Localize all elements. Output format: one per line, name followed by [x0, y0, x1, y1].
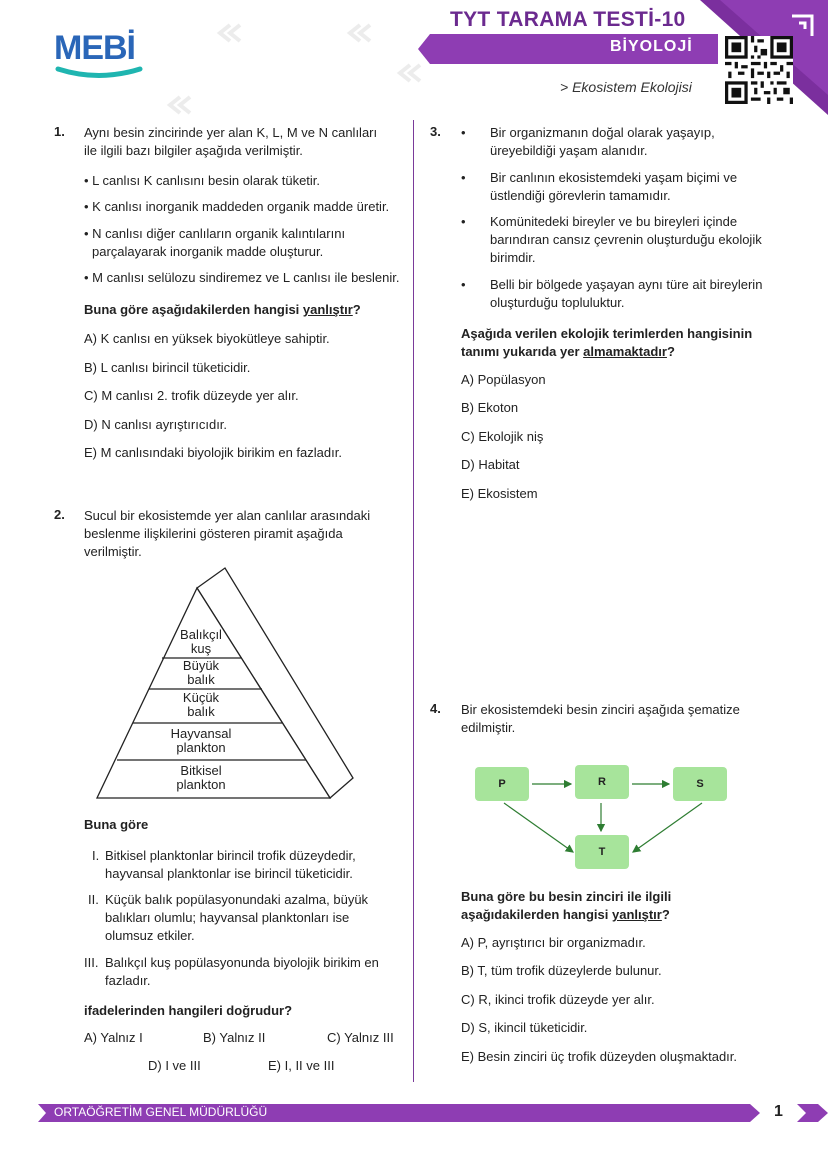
q3-bullet-2 — [490, 169, 737, 205]
pyramid-level-text: Balıkçıl — [180, 627, 222, 642]
q1-bullet: • L canlısı K canlısını besin olarak tüketir. — [84, 173, 321, 188]
q1-question-text: Buna göre aşağıdakilerden hangisi — [84, 302, 303, 317]
q2-statement-line: olumsuz etkiler. — [105, 928, 195, 943]
pyramid-level-text: Bitkisel — [180, 763, 222, 778]
q4-stem-line: edilmiştir. — [461, 720, 516, 735]
q3-bullet-line: Bir organizmanın doğal olarak yaşayıp, — [490, 125, 715, 140]
q2-statement-2 — [105, 891, 368, 945]
bullet-dot: • — [461, 277, 466, 292]
q1-option-a[interactable]: A) K canlısı en yüksek biyokütleye sahiptir. — [84, 331, 330, 346]
q4-question-key: yanlıştır — [612, 907, 662, 922]
q3-bullet-line: birimdir. — [490, 250, 536, 265]
q4-option-d[interactable]: D) S, ikincil tüketicidir. — [461, 1020, 588, 1035]
q4-number: 4. — [430, 701, 441, 716]
pyramid-level-text: Büyük — [182, 658, 220, 673]
q4-stem-line: Bir ekosistemdeki besin zinciri aşağıda şematize — [461, 702, 740, 717]
ecological-pyramid — [95, 566, 355, 800]
q1-bullet: • N canlısı diğer canlıların organik kalıntılarını — [84, 226, 346, 241]
q3-option-c[interactable]: C) Ekolojik niş — [461, 429, 544, 444]
q3-option-a[interactable]: A) Popülasyon — [461, 372, 546, 387]
q2-statement-line: balıkları olumlu; hayvansal planktonları ise — [105, 910, 350, 925]
q2-stem-line: beslenme ilişkilerini gösteren piramit aşağıda — [84, 526, 343, 541]
q1-option-d[interactable]: D) N canlısı ayrıştırıcıdır. — [84, 417, 228, 432]
logo-text: MEBİ — [54, 29, 135, 67]
food-chain-diagram — [470, 760, 740, 875]
q2-statement-line: Bitkisel planktonlar birincil trofik düzeydedir, — [105, 848, 356, 863]
pyramid-level-text: balık — [187, 672, 215, 687]
pyramid-level-text: Küçük — [182, 690, 220, 705]
node-t: T — [575, 835, 629, 869]
page-title: TYT TARAMA TESTİ-10 — [450, 8, 686, 31]
chevron-watermark — [160, 15, 440, 125]
q2-statement-1 — [105, 847, 356, 883]
q3-bullet-line: Komünitedeki bireyler ve bu bireyleri içinde — [490, 214, 738, 229]
q4-question-text: aşağıdakilerden hangisi — [461, 907, 612, 922]
q3-bullet-line: barındıran cansız çevrenin oluşturduğu ekolojik — [490, 232, 762, 247]
q2-statement-line: Balıkçıl kuş popülasyonunda biyolojik birikim en — [105, 955, 379, 970]
q1-option-b[interactable]: B) L canlısı birincil tüketicidir. — [84, 360, 251, 375]
pyramid-level-3 — [161, 691, 241, 719]
q2-statement-3 — [105, 954, 379, 990]
pyramid-level-4 — [151, 727, 251, 755]
node-r: R — [575, 765, 629, 799]
q1-number: 1. — [54, 124, 65, 139]
q1-question-mark: ? — [352, 302, 361, 317]
q2-stem-line: Sucul bir ekosistemde yer alan canlılar arasındaki — [84, 508, 371, 523]
q3-bullet-1 — [490, 124, 715, 160]
q2-option-c[interactable]: C) Yalnız III — [327, 1030, 394, 1045]
pyramid-level-text: plankton — [176, 777, 226, 792]
q1-bullet: • K canlısı inorganik maddeden organik madde üretir. — [84, 199, 390, 214]
q2-option-d[interactable]: D) I ve III — [148, 1058, 201, 1073]
q2-statement-line: fazladır. — [105, 973, 151, 988]
pyramid-level-text: kuş — [190, 641, 212, 656]
q4-option-c[interactable]: C) R, ikinci trofik düzeyde yer alır. — [461, 992, 655, 1007]
q3-bullet-line: Bir canlının ekosistemdeki yaşam biçimi ve — [490, 170, 738, 185]
qr-code[interactable] — [725, 36, 793, 104]
q2-option-a[interactable]: A) Yalnız I — [84, 1030, 143, 1045]
q3-bullet-3 — [490, 213, 762, 267]
q4-option-a[interactable]: A) P, ayrıştırıcı bir organizmadır. — [461, 935, 646, 950]
q2-statement-label: I. — [92, 848, 100, 863]
q4-question-line — [461, 906, 671, 924]
mebi-logo — [54, 30, 144, 80]
q3-option-b[interactable]: B) Ekoton — [461, 400, 519, 415]
q2-number: 2. — [54, 507, 65, 522]
bullet-dot: • — [461, 214, 466, 229]
q3-question-text: tanımı yukarıda yer — [461, 344, 584, 359]
q1-option-e[interactable]: E) M canlısındaki biyolojik birikim en fazladır. — [84, 445, 342, 460]
q3-question-line: Aşağıda verilen ekolojik terimlerden hangisinin — [461, 326, 753, 341]
q3-question — [461, 325, 752, 361]
pyramid-level-text: plankton — [176, 740, 226, 755]
column-divider — [413, 120, 414, 1082]
q4-question — [461, 888, 671, 924]
q1-question-key: yanlıştır — [302, 302, 353, 317]
topic-label: > Ekosistem Ekolojisi — [560, 79, 692, 95]
q2-option-b[interactable]: B) Yalnız II — [203, 1030, 266, 1045]
q3-question-line — [461, 343, 752, 361]
q4-option-b[interactable]: B) T, tüm trofik düzeylerde bulunur. — [461, 963, 662, 978]
q2-statement-line: Küçük balık popülasyonundaki azalma, büyük — [105, 892, 369, 907]
node-p: P — [475, 767, 529, 801]
q3-option-d[interactable]: D) Habitat — [461, 457, 520, 472]
q2-statement-label: II. — [88, 892, 99, 907]
q2-statement-label: III. — [84, 955, 99, 970]
q2-statement-line: hayvansal planktonlar ise birincil tüketicidir. — [105, 866, 353, 881]
pyramid-level-text: balık — [187, 704, 215, 719]
q3-bullet-line: Belli bir bölgede yaşayan aynı türe ait bireylerin — [490, 277, 763, 292]
q2-stem — [84, 507, 370, 561]
q3-bullet-4 — [490, 276, 762, 312]
footer-arrow — [797, 1104, 828, 1122]
q2-question: ifadelerinden hangileri doğrudur? — [84, 1003, 293, 1018]
node-s: S — [673, 767, 727, 801]
q1-bullet: • M canlısı selülozu sindiremez ve L canlısı ile beslenir. — [84, 270, 400, 285]
bullet-dot: • — [461, 125, 466, 140]
q3-bullet-line: üstlendiği görevlerin tamamıdır. — [490, 188, 671, 203]
page-number: 1 — [774, 1103, 783, 1120]
q1-stem-line: ile ilgili bazı bilgiler aşağıda verilmiştir. — [84, 143, 303, 158]
q1-option-c[interactable]: C) M canlısı 2. trofik düzeyde yer alır. — [84, 388, 299, 403]
subject-label: BİYOLOJİ — [610, 38, 693, 55]
q4-question-line: Buna göre bu besin zinciri ile ilgili — [461, 889, 672, 904]
pyramid-level-2 — [161, 659, 241, 687]
bullet-dot: • — [461, 170, 466, 185]
q3-option-e[interactable]: E) Ekosistem — [461, 486, 538, 501]
logo-swoosh — [54, 66, 144, 80]
q4-stem — [461, 701, 740, 737]
q4-question-mark: ? — [661, 907, 670, 922]
q2-lead: Buna göre — [84, 817, 149, 832]
q2-stem-line: verilmiştir. — [84, 544, 142, 559]
pyramid-level-5 — [151, 764, 251, 792]
footer-text: ORTAÖĞRETİM GENEL MÜDÜRLÜĞÜ — [54, 1105, 268, 1119]
q4-option-e[interactable]: E) Besin zinciri üç trofik düzeyden oluşmaktadır. — [461, 1049, 738, 1064]
pyramid-level-1 — [165, 628, 237, 656]
q1-stem-line: Aynı besin zincirinde yer alan K, L, M ve N canlıları — [84, 125, 378, 140]
q1-question — [84, 301, 361, 319]
pyramid-level-text: Hayvansal — [170, 726, 232, 741]
q1-stem — [84, 124, 377, 160]
q2-option-e[interactable]: E) I, II ve III — [268, 1058, 335, 1073]
q3-bullet-line: oluşturduğu topluluktur. — [490, 295, 625, 310]
q3-bullet-line: üreyebildiği yaşam alanıdır. — [490, 143, 648, 158]
q3-question-key: almamaktadır — [583, 344, 667, 359]
q1-bullet-cont: parçalayarak inorganik madde oluşturur. — [92, 244, 324, 259]
q3-question-mark: ? — [666, 344, 675, 359]
q3-number: 3. — [430, 124, 441, 139]
